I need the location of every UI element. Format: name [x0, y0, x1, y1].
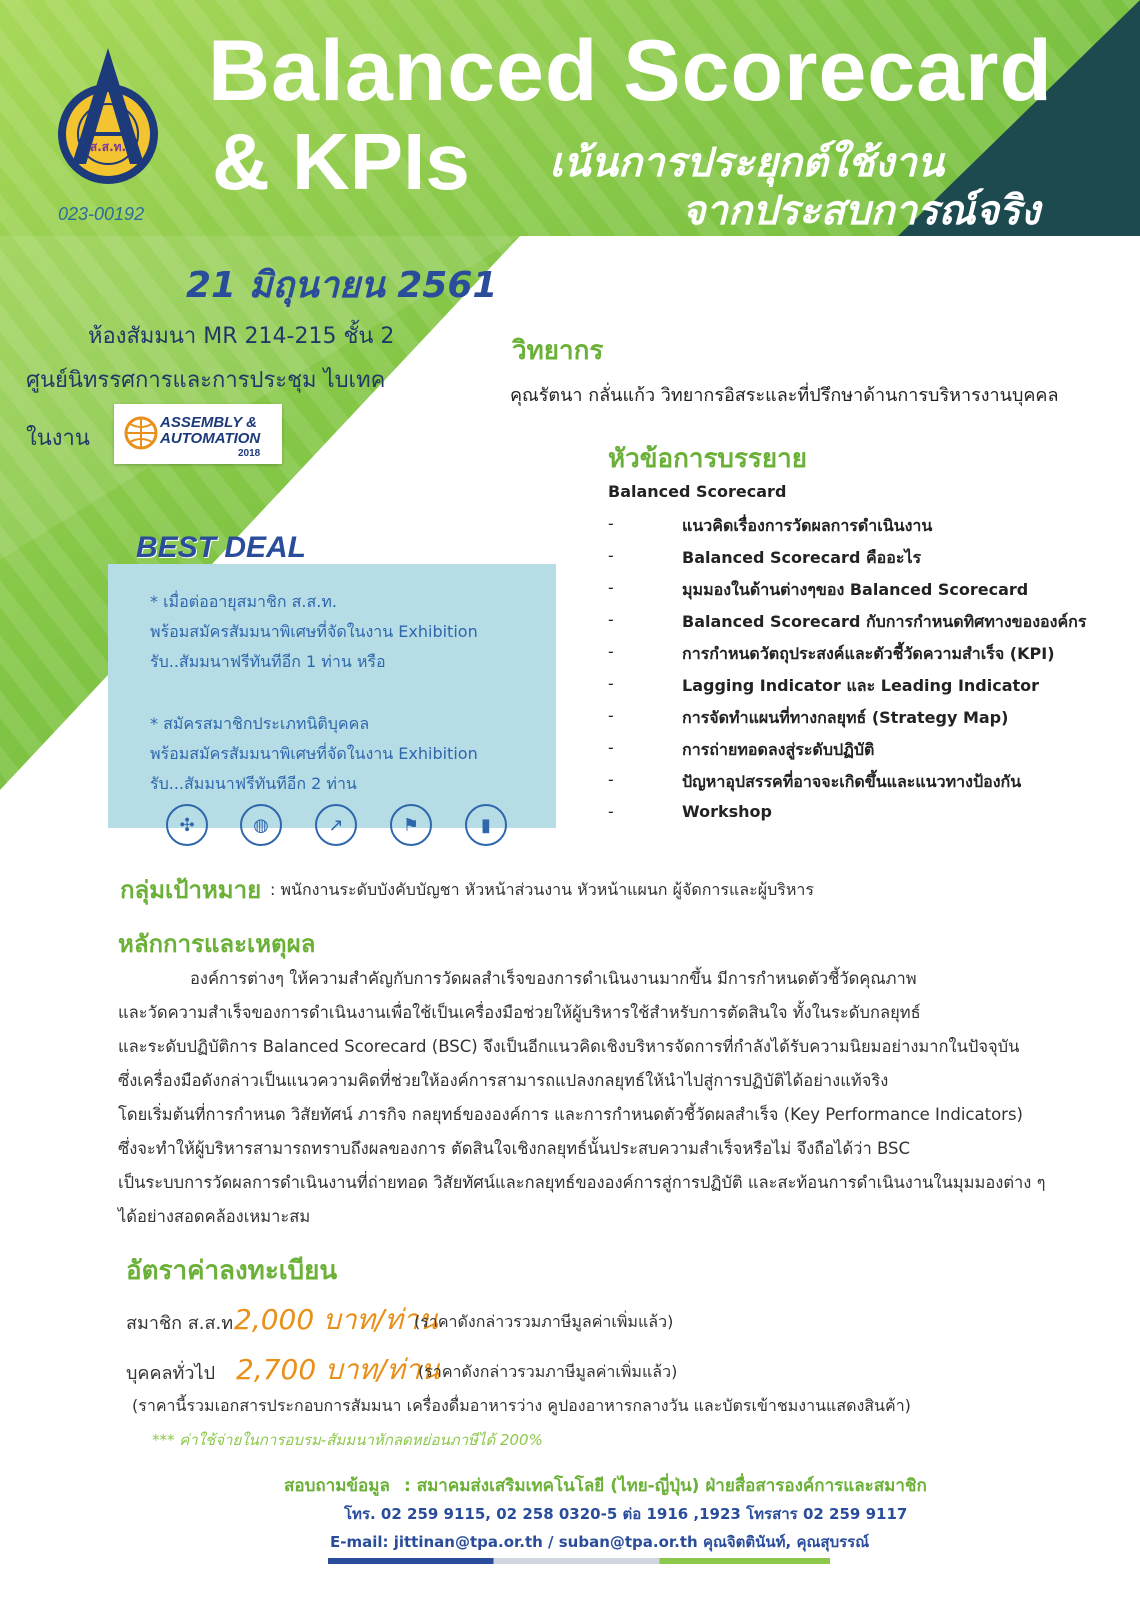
globe-icon: ◍: [240, 804, 282, 846]
topic-bullet: -: [608, 610, 614, 629]
event-room: ห้องสัมมนา MR 214-215 ชั้น 2: [88, 324, 395, 349]
best-deal-line: * สมัครสมาชิกประเภทนิติบุคคล: [150, 714, 370, 733]
topic-item: การกำหนดวัตถุประสงค์และตัวชี้วัดความสำเร็จ (KPI): [682, 644, 1055, 663]
topic-item: มุมมองในด้านต่างๆของ Balanced Scorecard: [682, 580, 1029, 599]
page-title-line2: & KPIs: [212, 117, 470, 206]
rationale-line: และระดับปฏิบัติการ Balanced Scorecard (BSC) จึงเป็นอีกแนวคิดเชิงบริหารจัดการที่กำลังได้รับความนิยมอย่างมากในปัจจุบัน: [118, 1037, 1020, 1056]
page-title-line1: Balanced Scorecard: [208, 23, 1053, 119]
course-code: 023-00192: [58, 204, 145, 224]
best-deal-line: * เมื่อต่ออายุสมาชิก ส.ส.ท.: [150, 592, 337, 611]
speaker-heading: วิทยากร: [512, 336, 604, 366]
rationale-line: และวัดความสำเร็จของการดำเนินงานเพื่อใช้เป็นเครื่องมือช่วยให้ผู้บริหารใช้สำหรับการตัดสินใจ ทั้งในระดับกลยุทธ์: [118, 1003, 921, 1022]
includes-note: (ราคานี้รวมเอกสารประกอบการสัมมนา เครื่องดื่มอาหารว่าง คูปองอาหารกลางวัน และบัตรเข้าชมงานแสดงสินค้า): [132, 1396, 911, 1415]
topic-item: Balanced Scorecard คืออะไร: [682, 548, 922, 567]
member-price: 2,000 บาท/ท่าน: [234, 1303, 438, 1336]
topic-bullet: -: [608, 642, 614, 661]
contact-phone: โทร. 02 259 9115, 02 258 0320-5 ต่อ 1916 ,1923 โทรสาร 02 259 9117: [344, 1505, 908, 1523]
best-deal-line: รับ...สัมมนาฟรีทันทีอีก 2 ท่าน: [150, 774, 357, 793]
topic-bullet: -: [608, 578, 614, 597]
event-logo-line1: ASSEMBLY &: [160, 414, 257, 431]
subtitle-line1: เน้นการประยุกต์ใช้งาน: [549, 140, 944, 186]
subtitle-line2: จากประสบการณ์จริง: [681, 188, 1040, 234]
topic-item: ปัญหาอุปสรรคที่อาจจะเกิดขึ้นและแนวทางป้องกัน: [682, 772, 1022, 791]
rationale-line: องค์การต่างๆ ให้ความสำคัญกับการวัดผลสำเร็จของการดำเนินงานมากขึ้น มีการกำหนดตัวชี้วัดคุณภาพ: [190, 969, 917, 988]
topic-bullet: -: [608, 738, 614, 757]
tax-note: *** ค่าใช้จ่ายในการอบรม-สัมมนาหักลดหย่อนภาษีได้ 200%: [152, 1431, 543, 1449]
rationale-heading: หลักการและเหตุผล: [118, 930, 316, 958]
best-deal-title: BEST DEAL: [136, 531, 307, 564]
topics-intro: Balanced Scorecard: [608, 482, 787, 501]
topic-bullet: -: [608, 706, 614, 725]
event-logo-line2: AUTOMATION: [160, 430, 261, 447]
general-vat-note: (ราคาดังกล่าวรวมภาษีมูลค่าเพิ่มแล้ว): [418, 1362, 678, 1381]
tpa-logo: [52, 44, 164, 194]
topic-bullet: -: [608, 546, 614, 565]
event-venue: ศูนย์นิทรรศการและการประชุม ไบเทค: [26, 368, 386, 393]
member-vat-note: (ราคาดังกล่าวรวมภาษีมูลค่าเพิ่มแล้ว): [414, 1312, 674, 1331]
topic-bullet: -: [608, 674, 614, 693]
best-deal-line: พร้อมสมัครสัมมนาพิเศษที่จัดในงาน Exhibition: [150, 744, 478, 763]
rationale-line: ซึ่งเครื่องมือดังกล่าวเป็นแนวความคิดที่ช่วยให้องค์การสามารถแปลงกลยุทธ์ให้นำไปสู่การปฏิบัติได้อย่างแท้จริง: [118, 1071, 889, 1090]
rationale-line: เป็นระบบการวัดผลการดำเนินงานที่ถ่ายทอด วิสัยทัศน์และกลยุทธ์ขององค์การสู่การปฏิบัติ และสะท้อนการดำเนินงานในมุมมองต่าง ๆ: [118, 1173, 1046, 1192]
topic-item: การถ่ายทอดลงสู่ระดับปฏิบัติ: [682, 740, 875, 759]
member-price-label: สมาชิก ส.ส.ท.: [126, 1313, 239, 1334]
footer-bar: [328, 1558, 830, 1564]
event-in-label: ในงาน: [26, 426, 90, 451]
event-logo-year: 2018: [238, 448, 261, 459]
device-icon: ▮: [465, 804, 507, 846]
rationale-line: ซึ่งจะทำให้ผู้บริหารสามารถทราบถึงผลของการ ตัดสินใจเชิงกลยุทธ์นั้นประสบความสำเร็จหรือไม่ จึงถือได้ว่า BSC: [118, 1139, 910, 1158]
topic-item: Workshop: [682, 802, 772, 821]
general-price-label: บุคคลทั่วไป: [126, 1363, 215, 1384]
pricing-heading: อัตราค่าลงทะเบียน: [126, 1256, 338, 1286]
rationale-line: ได้อย่างสอดคล้องเหมาะสม: [118, 1207, 311, 1226]
target-text: : พนักงานระดับบังคับบัญชา หัวหน้าส่วนงาน หัวหน้าแผนก ผู้จัดการและผู้บริหาร: [270, 880, 814, 899]
rationale-line: โดยเริ่มต้นที่การกำหนด วิสัยทัศน์ ภารกิจ กลยุทธ์ขององค์การ และการกำหนดตัวชี้วัดผลสำเร็จ (Key Performance Indicators): [118, 1105, 1023, 1124]
event-date: 21 มิถุนายน 2561: [186, 265, 498, 306]
general-price: 2,700 บาท/ท่าน: [236, 1353, 440, 1386]
best-deal-line: พร้อมสมัครสัมมนาพิเศษที่จัดในงาน Exhibition: [150, 622, 478, 641]
topic-bullet: -: [608, 514, 614, 533]
target-label: กลุ่มเป้าหมาย: [120, 876, 262, 904]
logo-abbrev: ส.ส.ท.: [89, 140, 127, 154]
globe-logo-icon: [124, 416, 158, 450]
topic-bullet: -: [608, 770, 614, 789]
assembly-automation-logo: [114, 404, 282, 464]
topic-item: Balanced Scorecard กับการกำหนดทิศทางขององค์กร: [682, 612, 1087, 631]
topic-item: การจัดทำแผนที่ทางกลยุทธ์ (Strategy Map): [682, 708, 1009, 727]
topic-item: Lagging Indicator และ Leading Indicator: [682, 676, 1040, 695]
contact-org: : สมาคมส่งเสริมเทคโนโลยี (ไทย-ญี่ปุ่น) ฝ่ายสื่อสารองค์การและสมาชิก: [404, 1476, 927, 1496]
network-icon: ✣: [166, 804, 208, 846]
topic-item: แนวคิดเรื่องการวัดผลการดำเนินงาน: [682, 516, 933, 535]
topics-heading: หัวข้อการบรรยาย: [608, 444, 807, 474]
flag-icon: ⚑: [390, 804, 432, 846]
chart-icon: ↗: [315, 804, 357, 846]
contact-label: สอบถามข้อมูล: [284, 1476, 390, 1496]
best-deal-line: รับ..สัมมนาฟรีทันทีอีก 1 ท่าน หรือ: [150, 652, 386, 671]
contact-email: E-mail: jittinan@tpa.or.th / suban@tpa.or.th คุณจิตตินันท์, คุณสุบรรณ์: [330, 1533, 870, 1551]
topic-bullet: -: [608, 802, 614, 821]
speaker-name: คุณรัตนา กลั่นแก้ว วิทยากรอิสระและที่ปรึกษาด้านการบริหารงานบุคคล: [510, 385, 1059, 406]
